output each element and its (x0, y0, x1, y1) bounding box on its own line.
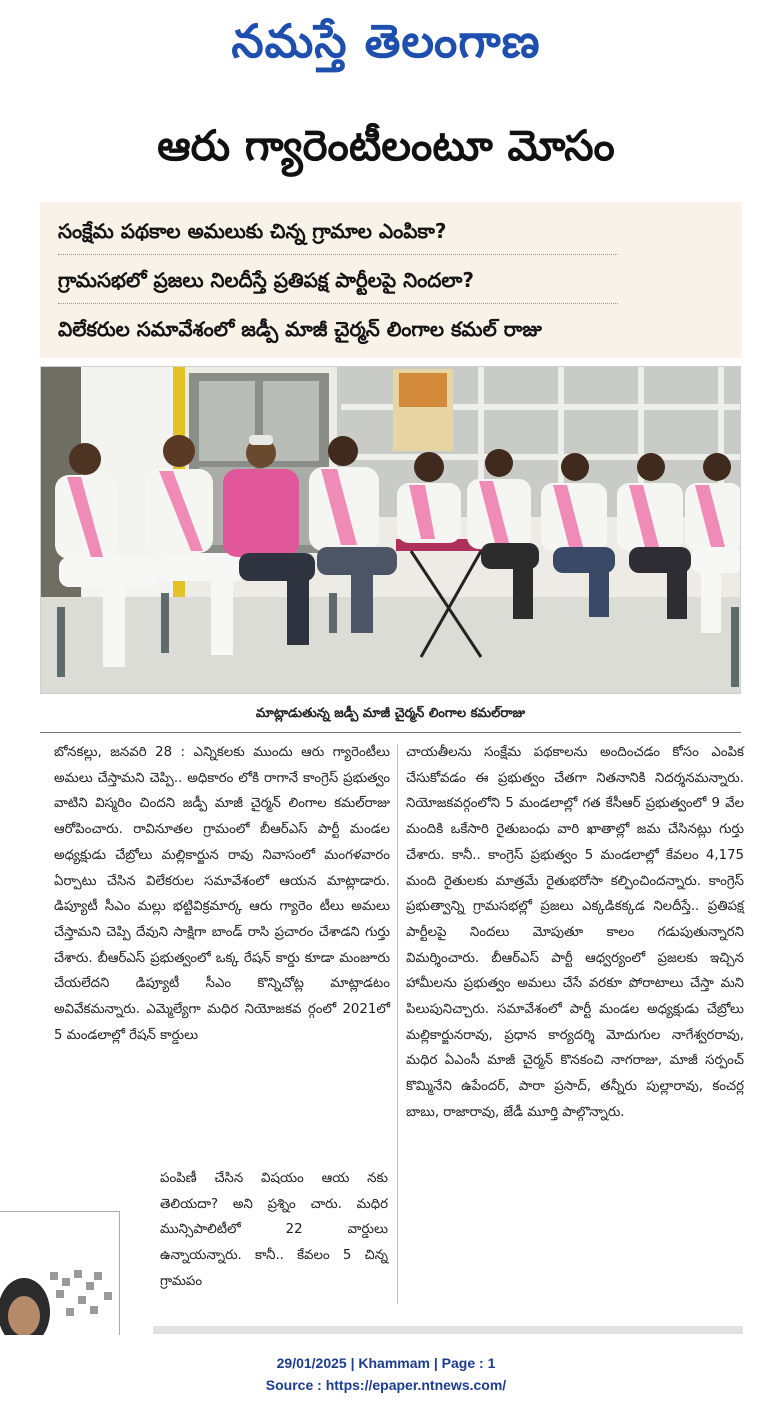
subheadline-2: గ్రామసభలో ప్రజలు నిలదీస్తే ప్రతిపక్ష పార్టీలపై నిందలా? (58, 268, 474, 292)
footer-date-edition: 29/01/2025 | Khammam | Page : 1 (276, 1355, 496, 1371)
article-body-left: బోనకల్లు, జనవరి 28 : ఎన్నికలకు ముందు ఆరు గ్యారెంటీలు అమలు చేస్తామని చెప్పి.. అధికారం లోకి రాగానే కాంగ్రెస్ ప్రభుత్వం వాటిని విస్మరిం చిందని జడ్పీ మాజీ చైర్మన్ లింగాల కమల్‌రాజు ఆరోపించారు. రావినూతల గ్రామంలో బీఆర్‌ఎస్ పార్టీ మండల అధ్యక్షుడు చేబ్రోలు మల్లికార్జున రావు నివాసంలో మంగళవారం ఏర్పాటు చేసిన విలేకరుల సమావేశంలో ఆయన మాట్లాడారు. డిప్యూటీ సీఎం మల్లు భట్టివిక్రమార్క ఆరు గ్యారెం టీలు అమలు చేస్తామని చెప్పి దేవుని సాక్షిగా బాండ్ రాసి ప్రచారం చేశాడని గుర్తు చేశారు. బీఆర్‌ఎస్ ప్రభుత్వంలో ఒక్క రేషన్ కార్డు కూడా మంజూరు చేయలేదని డిప్యూటీ సీఎం కొన్నిచోట్ల మాట్లాడటం అవివేకమన్నారు. ఎమ్మెల్యేగా మధిర నియోజకవ ర్గంలో 2021లో 5 మండలాల్లో రేషన్ కార్డులు (54, 745, 390, 1043)
article-body-right: చాయతీలను సంక్షేమ పథకాలను అందించడం కోసం ఎంపిక చేసుకోవడం ఈ ప్రభుత్వం చేతగా నితనానికి నిదర్శనమన్నారు. నియోజకవర్గంలోని 5 మండలాల్లో గత కేసీఆర్ ప్రభుత్వంలో 9 వేల మందికి ఒకేసారి రైతుబంధు వారి ఖాతాల్లో జమ చేసినట్లు గుర్తు చేశారు. కానీ.. కాంగ్రెస్ ప్రభుత్వం 5 మండలాల్లో కేవలం 4,175 మంది రైతులకు మాత్రమే రైతుభరోసా కల్పించిందన్నారు. కాంగ్రెస్ ప్రభుత్వాన్ని గ్రామసభల్లో ప్రజలు ఎక్కడికక్కడ నిలదీస్తే.. ప్రతిపక్ష పార్టీలపై నిందలు మోపుతూ కాలం గడుపుతున్నారని విమర్శించారు. బీఆర్‌ఎస్ పార్టీ ఆధ్వర్యంలో ప్రజలకు ఇచ్చిన హామీలను ప్రభుత్వం అమలు చేసే వరకూ పోరాటాలు చేస్తా మని పిలుపునిచ్చారు. సమావేశంలో పార్టీ మండల అధ్యక్షుడు చేబ్రోలు మల్లికార్జునరావు, ప్రధాన కార్యదర్శి మోదుగుల నాగేశ్వరరావు, మధిర ఏఎంసీ మాజీ చైర్మన్ కొనకంచి నాగరాజు, మాజీ సర్పంచ్ కొమ్మినేని ఉపేందర్, పారా ప్రసాద్, తన్నీరు పుల్లారావు, కంచర్ల బాబు, రాజారావు, జేడీ మూర్తి పాల్గొన్నారు. (406, 745, 744, 1120)
photo-caption: మాట్లాడుతున్న జడ్పీ మాజీ చైర్మన్ లింగాల కమల్‌రాజు (255, 706, 526, 721)
article-column-right (406, 740, 744, 1126)
subheadline-deck (40, 202, 742, 358)
newspaper-masthead: నమస్తే తెలంగాణ (231, 14, 541, 68)
adjacent-article-photo (0, 1211, 120, 1335)
column-divider (397, 744, 398, 1304)
subheadline-1: సంక్షేమ పథకాల అమలుకు చిన్న గ్రామాల ఎంపికా? (58, 219, 447, 243)
news-photo (40, 366, 741, 694)
portrait-thumbnail (0, 1212, 120, 1335)
page-bottom-band (153, 1326, 743, 1334)
subheadline-divider (58, 254, 618, 255)
article-column-left-continued (160, 1166, 388, 1295)
page-footer (0, 1352, 772, 1396)
article-body-left-continued: పంపిణీ చేసిన విషయం ఆయ నకు తెలియదా? అని ప్రశ్నిం చారు. మధిర మున్సిపాలిటీలో 22 వార్డులు ఉన్నాయన్నారు. కానీ.. కేవలం 5 చిన్న గ్రామపం (160, 1171, 388, 1289)
article-column-left (54, 740, 390, 1048)
caption-divider (40, 732, 741, 733)
subheadline-3: విలేకరుల సమావేశంలో జడ్పీ మాజీ చైర్మన్ లింగాల కమల్ రాజు (58, 317, 542, 341)
subheadline-divider (58, 303, 618, 304)
article-headline: ఆరు గ్యారెంటీలంటూ మోసం (157, 121, 615, 170)
footer-source-link[interactable]: Source : https://epaper.ntnews.com/ (265, 1377, 507, 1393)
news-photo-illustration (41, 367, 741, 694)
